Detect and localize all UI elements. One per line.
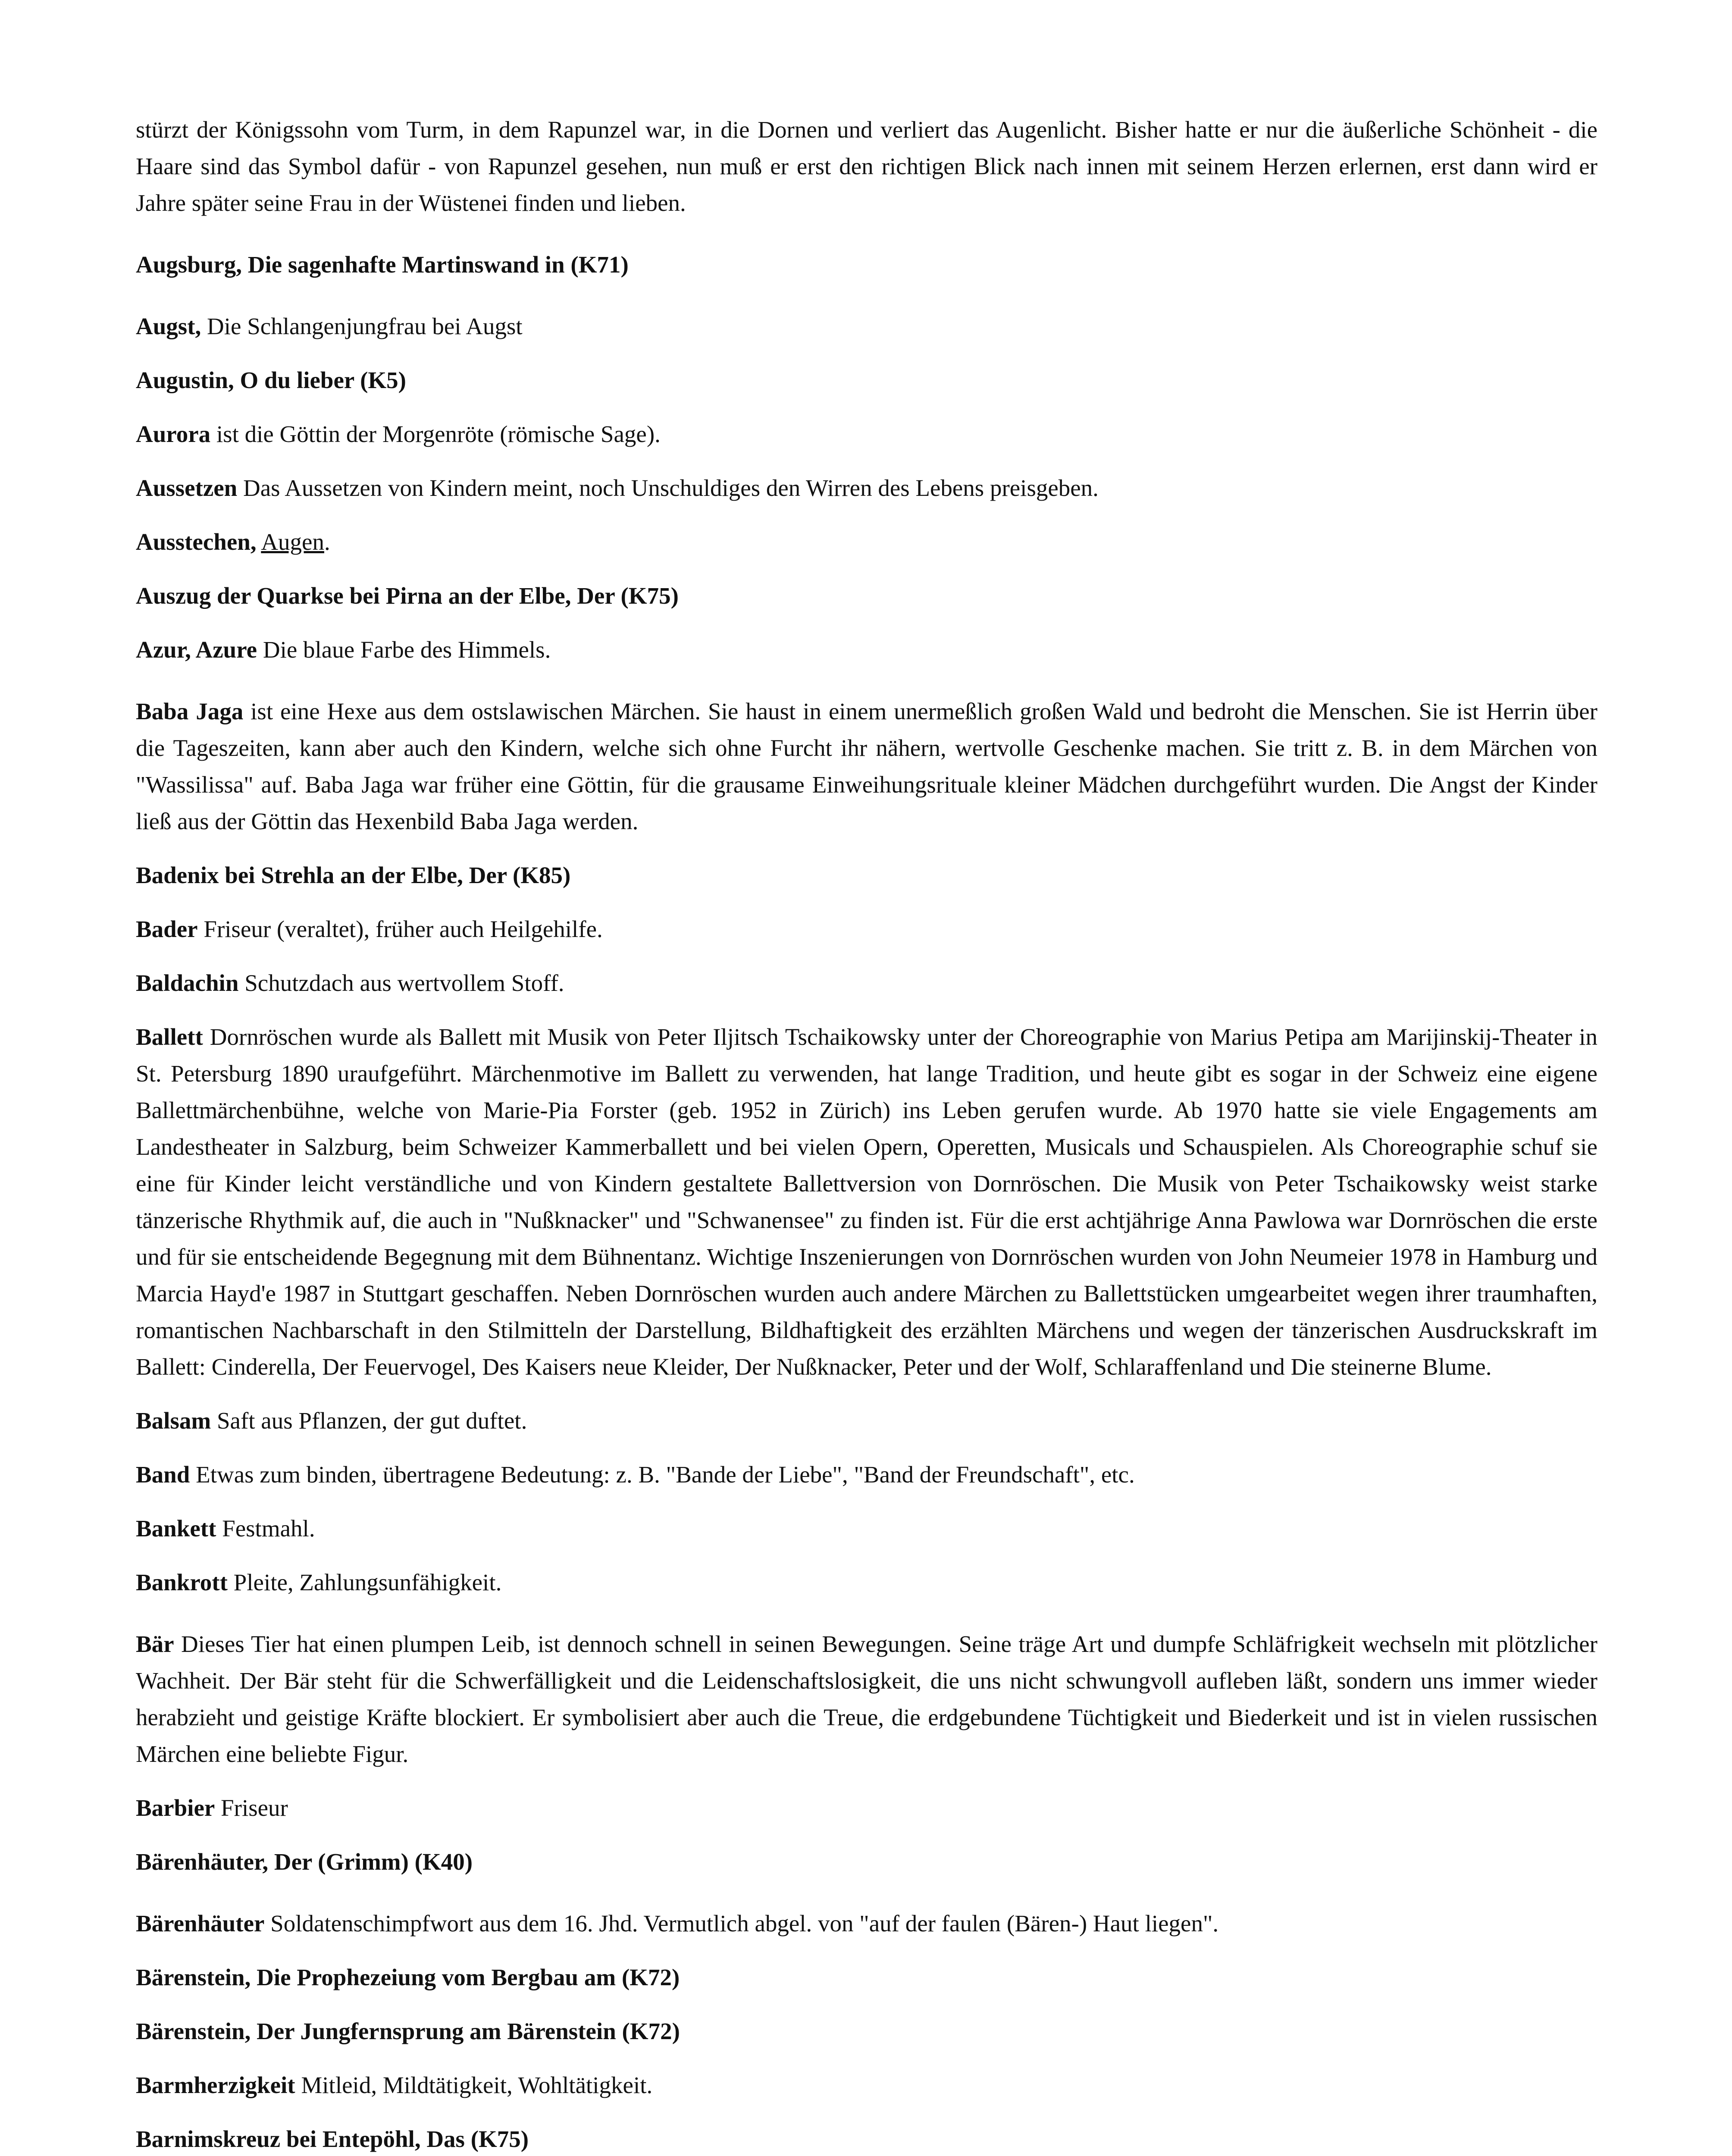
entry-baerenstein-jungfernsprung — [136, 2013, 1597, 2049]
entry-term: Bärenhäuter, Der (Grimm) (K40) — [136, 1849, 473, 1875]
entry-term: Azur, Azure — [136, 636, 257, 663]
entry-term: Augsburg, Die sagenhafte Martinswand in (K71) — [136, 251, 629, 278]
entry-barbier — [136, 1789, 1597, 1826]
entry-text — [257, 529, 261, 555]
entry-text: stürzt der Königssohn vom Turm, in dem Rapunzel war, in die Dornen und verliert das Augenlicht. Bisher hatte er nur die äußerliche Schönheit - die Haare sind das Symbol dafür - von Rapunzel gesehen, nun muß er erst den richtigen Blick nach innen mit seinem Herzen erlernen, erst dann wird er Jahre später seine Frau in der Wüstenei finden und lieben. — [136, 116, 1597, 216]
entry-term: Aussetzen — [136, 475, 238, 501]
entry-augsburg — [136, 246, 1597, 283]
entry-ausstechen — [136, 523, 1597, 560]
entry-term: Auszug der Quarkse bei Pirna an der Elbe, Der (K75) — [136, 583, 679, 609]
entry-term: Ballett — [136, 1024, 203, 1050]
entry-baerenhaeuter — [136, 1905, 1597, 1942]
entry-baer — [136, 1626, 1597, 1772]
entry-term: Bankrott — [136, 1569, 228, 1595]
entry-rapunzel-continuation — [136, 111, 1597, 221]
entry-text: Mitleid, Mildtätigkeit, Wohltätigkeit. — [295, 2072, 653, 2098]
entry-augustin — [136, 362, 1597, 398]
entry-term: Bär — [136, 1631, 174, 1657]
cross-reference-link[interactable]: Augen — [261, 529, 324, 555]
entry-baba-jaga — [136, 693, 1597, 840]
entry-term: Barmherzigkeit — [136, 2072, 295, 2098]
entry-text: Schutzdach aus wertvollem Stoff. — [238, 970, 564, 996]
entry-term: Bärenstein, Die Prophezeiung vom Bergbau am (K72) — [136, 1964, 680, 1990]
entry-term: Barbier — [136, 1795, 215, 1821]
entry-term: Band — [136, 1461, 190, 1488]
entry-text: Soldatenschimpfwort aus dem 16. Jhd. Vermutlich abgel. von "auf der faulen (Bären-) Haut liegen". — [264, 1910, 1219, 1937]
entry-barmherzigkeit — [136, 2067, 1597, 2103]
entry-text: Etwas zum binden, übertragene Bedeutung: z. B. "Bande der Liebe", "Band der Freundschaft", etc. — [190, 1461, 1135, 1488]
entry-term: Baba Jaga — [136, 698, 244, 724]
entry-text: Saft aus Pflanzen, der gut duftet. — [211, 1407, 527, 1434]
entry-text: Friseur (veraltet), früher auch Heilgehilfe. — [197, 916, 603, 942]
entry-term: Baldachin — [136, 970, 239, 996]
entry-bader — [136, 911, 1597, 947]
entry-aurora — [136, 416, 1597, 452]
entry-text: ist eine Hexe aus dem ostslawischen Märchen. Sie haust in einem unermeßlich großen Wald und bedroht die Menschen. Sie ist Herrin über die Tageszeiten, kann aber auch den Kindern, welche sich ohne Furcht ihr nähern, wertvolle Geschenke machen. Sie tritt z. B. in dem Märchen von "Wassilissa" auf. Baba Jaga war früher eine Göttin, für die grausame Einweihungsrituale kleiner Mädchen durchgeführt wurden. Die Angst der Kinder ließ aus der Göttin das Hexenbild Baba Jaga werden. — [136, 698, 1597, 834]
entry-term: Bader — [136, 916, 198, 942]
entry-band — [136, 1456, 1597, 1493]
entry-text: Die blaue Farbe des Himmels. — [257, 636, 551, 663]
entry-term: Badenix bei Strehla an der Elbe, Der (K85) — [136, 862, 571, 888]
entry-text: Das Aussetzen von Kindern meint, noch Unschuldiges den Wirren des Lebens preisgeben. — [237, 475, 1099, 501]
entry-text: Festmahl. — [216, 1515, 315, 1542]
entry-text: Dieses Tier hat einen plumpen Leib, ist dennoch schnell in seinen Bewegungen. Seine träge Art und dumpfe Schläfrigkeit wechseln mit plötzlicher Wachheit. Der Bär steht für die Schwerfälligkeit und die Leidenschaftslosigkeit, die uns nicht schwungvoll aufleben läßt, sondern uns immer wieder herabzieht und geistige Kräfte blockiert. Er symbolisiert aber auch die Treue, die erdgebundene Tüchtigkeit und Biederkeit und ist in vielen russischen Märchen eine beliebte Figur. — [136, 1631, 1597, 1767]
entry-barnimskreuz — [136, 2121, 1597, 2156]
entry-baerenhaeuter-grimm — [136, 1843, 1597, 1880]
entry-term: Barnimskreuz bei Entepöhl, Das (K75) — [136, 2126, 529, 2152]
entry-text-after: . — [324, 529, 330, 555]
entry-term: Balsam — [136, 1407, 211, 1434]
entry-text: Pleite, Zahlungsunfähigkeit. — [227, 1569, 502, 1595]
entry-text: Die Schlangenjungfrau bei Augst — [201, 313, 523, 339]
entry-term: Ausstechen, — [136, 529, 257, 555]
entry-aussetzen — [136, 470, 1597, 506]
entry-augst — [136, 308, 1597, 345]
entry-baldachin — [136, 965, 1597, 1001]
entry-bankett — [136, 1510, 1597, 1547]
entry-ballett — [136, 1018, 1597, 1385]
entry-azur — [136, 631, 1597, 668]
entry-badenix — [136, 857, 1597, 893]
entry-balsam — [136, 1402, 1597, 1439]
entry-term: Augst, — [136, 313, 201, 339]
entry-term: Aurora — [136, 421, 211, 447]
entry-auszug-der-quarkse — [136, 577, 1597, 614]
entry-term: Bärenstein, Der Jungfernsprung am Bärenstein (K72) — [136, 2018, 680, 2044]
document-page — [136, 111, 1597, 2156]
entry-baerenstein-prophezeiung — [136, 1959, 1597, 1996]
entry-text: Dornröschen wurde als Ballett mit Musik von Peter Iljitsch Tschaikowsky unter der Choreographie von Marius Petipa am Marijinskij-Theater in St. Petersburg 1890 uraufgeführt. Märchenmotive im Ballett zu verwenden, hat lange Tradition, und heute gibt es sogar in der Schweiz eine eigene Ballettmärchenbühne, welche von Marie-Pia Forster (geb. 1952 in Zürich) ins Leben gerufen wurde. Ab 1970 hatte sie viele Engagements am Landestheater in Salzburg, beim Schweizer Kammerballett und bei vielen Opern, Operetten, Musicals und Schauspielen. Als Choreographie schuf sie eine für Kinder leicht verständliche und von Kindern gestaltete Ballettversion von Dornröschen. Die Musik von Peter Tschaikowsky weist starke tänzerische Rhythmik auf, die auch in "Nußknacker" und "Schwanensee" zu finden ist. Für die erst achtjährige Anna Pawlowa war Dornröschen die erste und für sie entscheidende Begegnung mit dem Bühnentanz. Wichtige Inszenierungen von Dornröschen wurden von John Neumeier 1978 in Hamburg und Marcia Hayd'e 1987 in Stuttgart geschaffen. Neben Dornröschen wurden auch andere Märchen zu Ballettstücken umgearbeitet wegen ihrer traumhaften, romantischen Nachbarschaft in den Stilmitteln der Darstellung, Bildhaftigkeit des erzählten Märchens und wegen der tänzerischen Ausdruckskraft im Ballett: Cinderella, Der Feuervogel, Des Kaisers neue Kleider, Der Nußknacker, Peter und der Wolf, Schlaraffenland und Die steinerne Blume. — [136, 1024, 1597, 1380]
entry-term: Bankett — [136, 1515, 216, 1542]
entry-term: Bärenhäuter — [136, 1910, 265, 1937]
entry-bankrott — [136, 1564, 1597, 1601]
entry-text: ist die Göttin der Morgenröte (römische Sage). — [210, 421, 661, 447]
entry-term: Augustin, O du lieber (K5) — [136, 367, 406, 393]
entry-text: Friseur — [215, 1795, 288, 1821]
